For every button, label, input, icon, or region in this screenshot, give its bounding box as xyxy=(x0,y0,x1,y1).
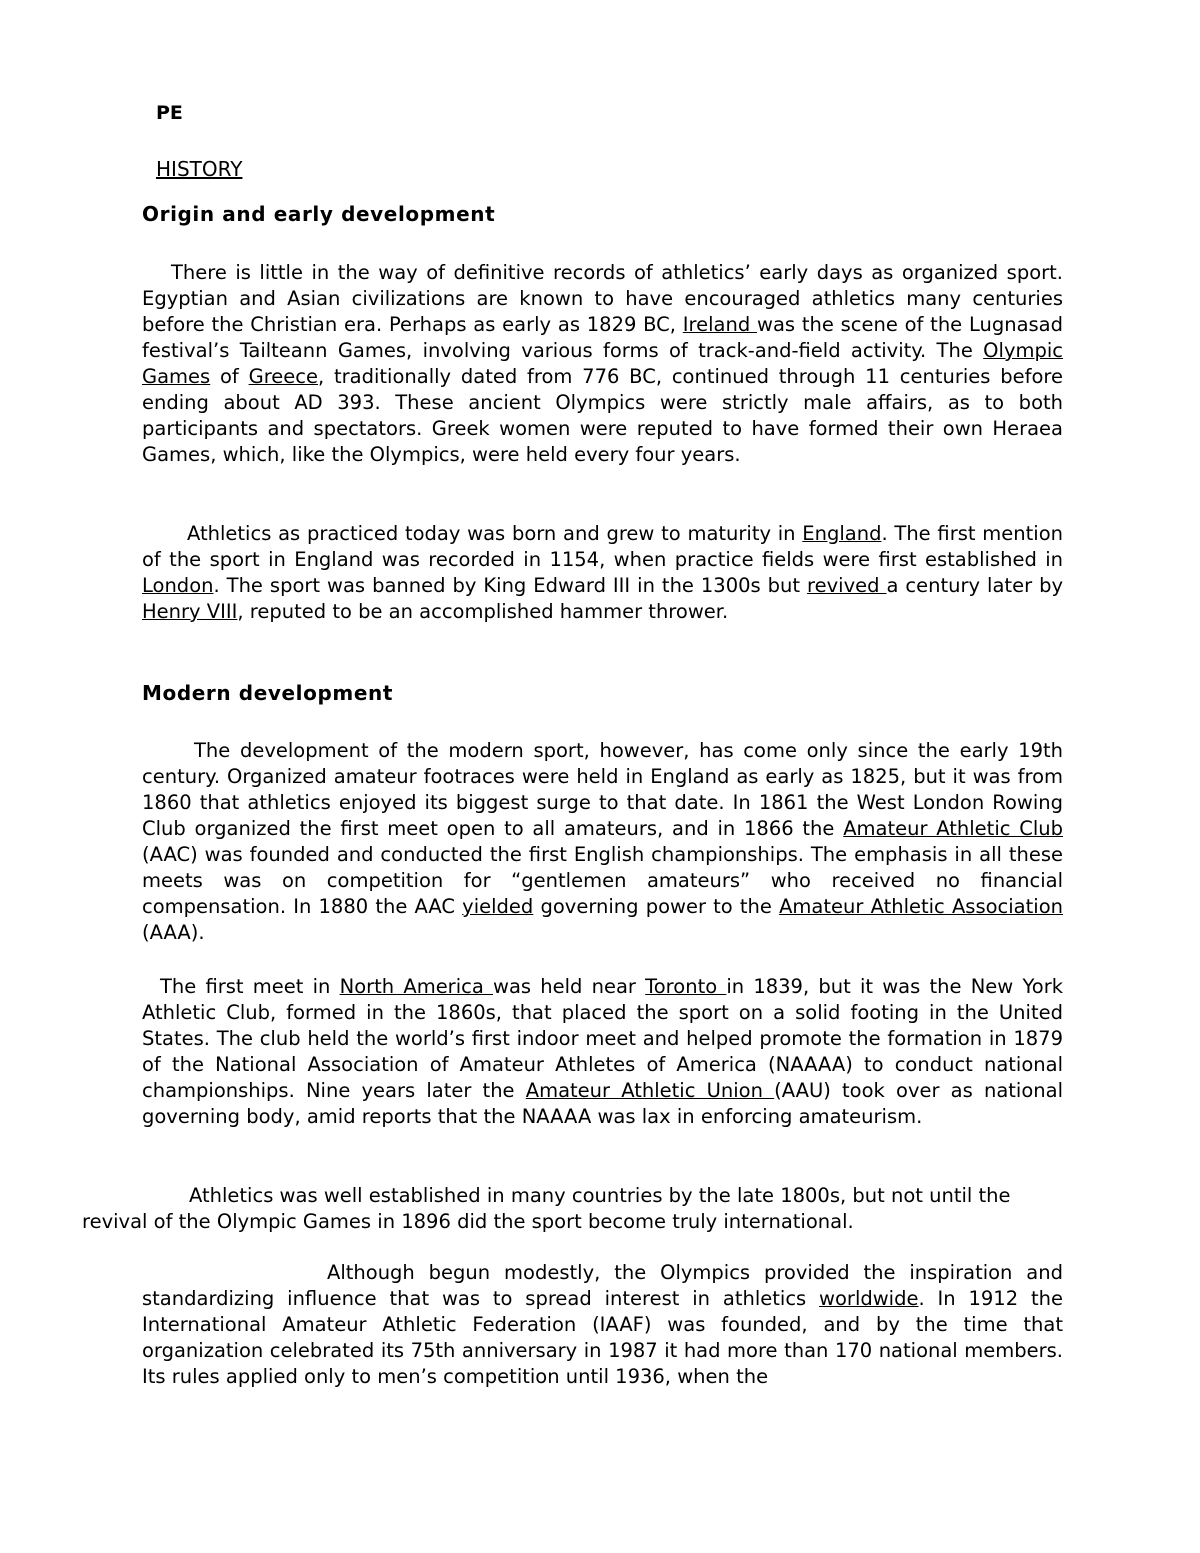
text-run: of xyxy=(210,365,249,388)
text-run: (AAC) was founded and conducted the first English championships. The emphasis in all these meets was on competition for “gentlemen amateurs” who received no financial compensation. In 1880 the AAC xyxy=(142,843,1063,918)
link-worldwide[interactable]: worldwide xyxy=(819,1287,919,1310)
text-run: was the scene of the Lugnasad festival’s Tailteann Games, involving various forms of track-and-field activity. The xyxy=(142,313,1064,362)
link-ireland[interactable]: Ireland xyxy=(682,313,757,336)
paragraph-north-america xyxy=(142,974,1063,1130)
subject-title: PE xyxy=(156,102,183,124)
text-run: . The sport was banned by King Edward III in the 1300s but xyxy=(213,574,808,597)
text-run: . In 1912 the International Amateur Athletic Federation (IAAF) was founded, and by the time that organization celebrated its 75th anniversary in 1987 it had more than 170 national members. Its rules applied only to men’s competition until 1936, when the xyxy=(142,1287,1063,1388)
paragraph-international xyxy=(82,1183,1062,1235)
link-amateur-athletic-union[interactable]: Amateur Athletic Union xyxy=(525,1079,775,1102)
paragraph-iaaf xyxy=(142,1260,1063,1390)
paragraph-origin xyxy=(142,260,1063,468)
text-run: There is little in the way of definitive records of athletics’ early days as organized sport. Egyptian and Asian civilizations are known to have encouraged athletics many centuries before the Christian era. Perhaps as early as 1829 BC, xyxy=(142,261,1063,336)
text-run: Although begun modestly, the Olympics provided the inspiration and standardizing influence that was to spread interest in athletics xyxy=(142,1261,1063,1310)
link-olympic-games[interactable]: Olympic Games xyxy=(142,339,1063,388)
text-run: The first meet in xyxy=(160,975,340,998)
link-north-america[interactable]: North America xyxy=(339,975,493,998)
text-run: (AAU) took over as national governing body, amid reports that the NAAAA was lax in enforcing amateurism. xyxy=(142,1079,1063,1128)
text-run: , reputed to be an accomplished hammer thrower. xyxy=(237,600,729,623)
link-yielded[interactable]: yielded xyxy=(462,895,534,918)
text-run: Athletics as practiced today was born and grew to maturity in xyxy=(187,522,803,545)
link-amateur-athletic-club[interactable]: Amateur Athletic Club xyxy=(843,817,1063,840)
link-england[interactable]: England xyxy=(802,522,882,545)
section-title: HISTORY xyxy=(156,157,243,181)
text-run: a century later by xyxy=(886,574,1063,597)
text-run: . The first mention of the sport in England was recorded in 1154, when practice fields were first established in xyxy=(142,522,1063,571)
link-greece[interactable]: Greece xyxy=(248,365,319,388)
link-amateur-athletic-association[interactable]: Amateur Athletic Association xyxy=(779,895,1063,918)
heading-origin: Origin and early development xyxy=(142,202,496,226)
text-run: governing power to the xyxy=(533,895,780,918)
text-run: (AAA). xyxy=(142,921,205,944)
paragraph-modern xyxy=(142,738,1063,946)
link-revived[interactable]: revived xyxy=(807,574,887,597)
text-run: The development of the modern sport, however, has come only since the early 19th century. Organized amateur footraces were held in England as early as 1825, but it was from 1860 that athletics enjoyed its biggest surge to that date. In 1861 the West London Rowing Club organized the first meet open to all amateurs, and in 1866 the xyxy=(142,739,1063,840)
text-run: Athletics was well established in many countries by the late 1800s, but not until the revival of the Olympic Games in 1896 did the sport become truly international. xyxy=(82,1184,1011,1233)
text-run: in 1839, but it was the New York Athletic Club, formed in the 1860s, that placed the sport on a solid footing in the United States. The club held the world’s first indoor meet and helped promote the formation in 1879 of the National Association of Amateur Athletes of America (NAAAA) to conduct national championships. Nine years later the xyxy=(142,975,1064,1102)
link-london[interactable]: London xyxy=(142,574,214,597)
link-toronto[interactable]: Toronto xyxy=(645,975,727,998)
link-henry-viii[interactable]: Henry VIII xyxy=(142,600,238,623)
text-run: , traditionally dated from 776 BC, continued through 11 centuries before ending about AD 393. These ancient Olympics were strictly male affairs, as to both participants and spectators. Greek women were reputed to have formed their own Heraea Games, which, like the Olympics, were held every four years. xyxy=(142,365,1063,466)
text-run: was held near xyxy=(493,975,646,998)
heading-modern: Modern development xyxy=(142,681,393,705)
paragraph-england xyxy=(142,521,1063,625)
